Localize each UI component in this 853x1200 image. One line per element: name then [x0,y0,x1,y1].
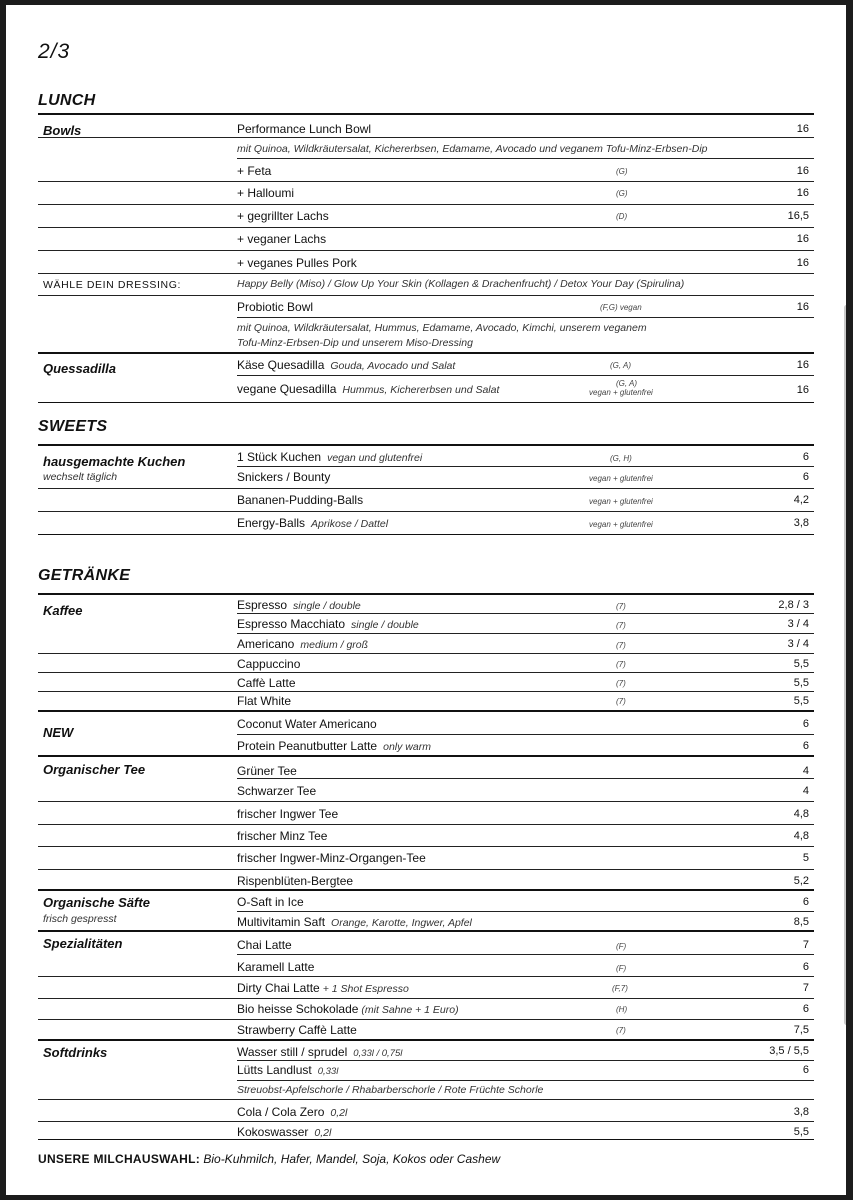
menu-item-row [38,673,814,692]
allergen-label: (F,G) vegan [600,303,642,312]
item-price: 5 [802,852,809,864]
milk-options-label: UNSERE MILCHAUSWAHL: [38,1152,200,1166]
menu-item-row [38,933,814,954]
menu-item-row [38,228,814,251]
item-price: 6 [802,961,809,973]
category-note: frisch gespresst [43,913,117,925]
item-price: 4,8 [793,808,809,820]
item-name: Probiotic Bowl [237,300,314,314]
item-name: frischer Ingwer Tee [237,807,339,821]
item-price: 6 [802,451,809,463]
menu-item-row [38,912,814,932]
item-description-row [38,138,814,158]
menu-item-row [38,1100,814,1122]
item-price: 16 [796,384,809,396]
item-price: 4 [802,765,809,777]
item-price: 16 [796,257,809,269]
item-subtext: 0,2l [330,1107,348,1119]
menu-page [6,5,846,1195]
item-subtext: vegan und glutenfrei [327,452,423,464]
category-quesadilla: Quessadilla [43,361,116,376]
item-name-text: vegane Quesadilla [237,382,337,396]
item-price: 6 [802,718,809,730]
menu-item-row [38,870,814,891]
item-price: 3 / 4 [787,638,809,650]
item-name: + Feta [237,164,272,178]
item-name: O-Saft in Ice [237,895,304,909]
allergen-label: (D) [616,212,628,221]
item-price: 16 [796,187,809,199]
dressing-row [38,274,814,296]
item-name: Karamell Latte [237,960,315,974]
item-name: frischer Ingwer-Minz-Organgen-Tee [237,851,426,865]
item-price: 5,5 [793,1126,809,1138]
menu-item-row [38,251,814,274]
item-price: 4,2 [793,494,809,506]
item-subtext: Hummus, Kichererbsen und Salat [342,384,500,396]
allergen-label: (G, H) [610,454,632,463]
menu-item-row [38,779,814,802]
item-description-row [38,318,814,354]
allergen-label: vegan + glutenfrei [589,497,653,506]
item-name-text: Lütts Landlust [237,1063,312,1077]
item-name: Snickers / Bounty [237,470,331,484]
allergen-label: (7) [616,1026,626,1035]
menu-item-row [38,892,814,911]
item-price: 6 [802,471,809,483]
category-kaffee: Kaffee [43,603,83,618]
menu-item-row [38,713,814,734]
item-name [237,358,455,372]
menu-item-row [38,489,814,512]
menu-item-row [38,634,814,654]
menu-item-row [38,182,814,205]
menu-item-row [38,467,814,489]
category-new: NEW [43,725,74,740]
item-subtext: 0,33l [317,1066,339,1077]
item-name [237,915,472,929]
item-name: Rispenblüten-Bergtee [237,874,354,888]
item-name: Strawberry Caffè Latte [237,1023,357,1037]
category-bowls: Bowls [43,123,82,138]
menu-item-row [38,354,814,376]
allergen-label: (7) [616,697,626,706]
item-price: 16 [796,359,809,371]
item-description-line: Tofu-Minz-Erbsen-Dip und unserem Miso-Dressing [237,337,473,349]
item-name: Performance Lunch Bowl [237,122,372,136]
lunch-title: LUNCH [38,92,96,109]
allergen-label: (7) [616,602,626,611]
menu-item-row [38,205,814,228]
item-name: + Halloumi [237,186,295,200]
allergen-label: (7) [616,641,626,650]
item-name-text: Espresso Macchiato [237,617,346,631]
menu-item-row [38,999,814,1020]
item-subtext: 0,33l / 0,75l [353,1048,403,1059]
item-price: 5,5 [793,677,809,689]
item-price: 4 [802,785,809,797]
menu-item-row [38,847,814,870]
menu-item-row [38,1042,814,1060]
menu-item-row [38,296,814,318]
item-price: 6 [802,1064,809,1076]
item-name [237,617,419,631]
item-name [237,739,431,753]
item-name-text: Cola / Cola Zero [237,1105,325,1119]
item-price: 16,5 [787,210,809,222]
item-name-text: 1 Stück Kuchen [237,450,322,464]
menu-item-row [38,654,814,673]
item-subtext: Gouda, Avocado und Salat [330,360,456,372]
item-name [237,981,409,995]
menu-item-row [38,1061,814,1080]
allergen-label: (7) [616,679,626,688]
item-name: Chai Latte [237,938,292,952]
item-subtext: (mit Sahne + 1 Euro) [361,1004,459,1016]
item-name: + veganes Pulles Pork [237,256,357,270]
item-price: 6 [802,896,809,908]
item-price: 3,8 [793,517,809,529]
menu-item-row [38,446,814,466]
item-name-text: Dirty Chai Latte [237,981,320,995]
item-name-text: Espresso [237,598,288,612]
item-name [237,382,499,396]
category-tee: Organischer Tee [43,762,146,777]
menu-item-row [38,758,814,778]
item-description-line: mit Quinoa, Wildkräutersalat, Hummus, Edamame, Avocado, Kimchi, unserem veganem [237,322,647,334]
item-name: Cappuccino [237,657,301,671]
menu-item-row [38,159,814,182]
menu-item-row [38,376,814,403]
item-subtext: single / double [293,600,361,612]
item-price: 3,8 [793,1106,809,1118]
item-price: 16 [796,233,809,245]
item-name [237,1002,459,1016]
item-name [237,598,361,612]
dressing-options: Happy Belly (Miso) / Glow Up Your Skin (Kollagen & Drachenfrucht) / Detox Your Day (Spirulina) [237,278,685,290]
category-saefte: Organische Säfte [43,895,150,910]
item-price: 2,8 / 3 [778,599,809,611]
menu-item-row [38,735,814,757]
item-name: frischer Minz Tee [237,829,328,843]
allergen-label: (G, A) [616,379,638,388]
item-price: 16 [796,301,809,313]
allergen-label: (G) [616,167,628,176]
allergen-label: (F,7) [612,984,628,993]
menu-item-row [38,692,814,712]
allergen-label: (G) [616,189,628,198]
scrollbar[interactable] [844,305,846,1025]
item-name-text: Multivitamin Saft [237,915,326,929]
item-name: + gegrillter Lachs [237,209,329,223]
item-name [237,516,388,530]
item-subtext: Orange, Karotte, Ingwer, Apfel [331,917,472,929]
item-price: 3,5 / 5,5 [769,1045,809,1057]
item-subtext: medium / groß [300,639,369,651]
allergen-label: (7) [616,660,626,669]
item-name-text: Americano [237,637,295,651]
item-name-text: Kokoswasser [237,1125,309,1139]
item-subtext: Aprikose / Dattel [311,518,389,530]
item-name: + veganer Lachs [237,232,327,246]
item-price: 7 [802,982,809,994]
drinks-section [38,593,814,1139]
item-name [237,1063,338,1077]
menu-item-row [38,1020,814,1041]
menu-item-row [38,512,814,535]
item-name: Coconut Water Americano [237,717,377,731]
category-spezialitaeten: Spezialitäten [43,936,123,951]
menu-item-row [38,955,814,977]
item-description-row [38,1081,814,1100]
item-price: 4,8 [793,830,809,842]
sweets-section [38,444,814,536]
category-softdrinks: Softdrinks [43,1045,108,1060]
item-name-text: Bio heisse Schokolade [237,1002,359,1016]
item-name: Caffè Latte [237,676,296,690]
menu-item-row [38,115,814,138]
item-subtext: + 1 Shot Espresso [322,983,409,995]
item-price: 6 [802,1003,809,1015]
item-price: 3 / 4 [787,618,809,630]
item-name [237,450,422,464]
item-name: Bananen-Pudding-Balls [237,493,364,507]
item-price: 5,2 [793,875,809,887]
item-name-text: Käse Quesadilla [237,358,325,372]
menu-item-row [38,595,814,613]
item-name-text: Protein Peanutbutter Latte [237,739,378,753]
item-name: Schwarzer Tee [237,784,317,798]
allergen-label: (F) [616,942,627,951]
dressing-label: WÄHLE DEIN DRESSING: [43,279,182,291]
allergen-label: vegan + glutenfrei [589,388,653,397]
item-name [237,1105,347,1119]
item-subtext: 0,2l [314,1127,332,1139]
item-price: 6 [802,740,809,752]
milk-options [38,1152,500,1166]
category-kuchen: hausgemachte Kuchen [43,454,186,469]
menu-item-row [38,802,814,825]
item-name [237,637,368,651]
item-name: Flat White [237,694,292,708]
allergen-label: (H) [616,1005,628,1014]
page-number: 2/3 [38,40,71,63]
drinks-title: GETRÄNKE [38,567,131,584]
item-name-text: Energy-Balls [237,516,306,530]
allergen-label: vegan + glutenfrei [589,474,653,483]
item-description: Streuobst-Apfelschorle / Rhabarberschorle / Rote Früchte Schorle [237,1084,544,1096]
allergen-label: (F) [616,964,627,973]
item-name [237,1045,402,1059]
item-price: 5,5 [793,658,809,670]
allergen-label: (7) [616,621,626,630]
allergen-label: (G, A) [610,361,632,370]
category-note: wechselt täglich [43,471,118,483]
item-price: 7,5 [793,1024,809,1036]
item-price: 16 [796,123,809,135]
sweets-title: SWEETS [38,418,108,435]
item-name [237,1125,331,1139]
item-price: 16 [796,165,809,177]
item-price: 7 [802,939,809,951]
menu-item-row [38,977,814,999]
item-name: Grüner Tee [237,764,297,778]
menu-item-row [38,825,814,847]
item-price: 8,5 [793,916,809,928]
lunch-section [38,113,814,403]
allergen-label: vegan + glutenfrei [589,520,653,529]
menu-item-row [38,1122,814,1140]
item-price: 5,5 [793,695,809,707]
item-subtext: single / double [351,619,419,631]
item-subtext: only warm [383,741,431,753]
milk-options-value: Bio-Kuhmilch, Hafer, Mandel, Soja, Kokos oder Cashew [203,1152,501,1166]
item-name-text: Wasser still / sprudel [237,1045,348,1059]
menu-item-row [38,614,814,633]
item-description: mit Quinoa, Wildkräutersalat, Kichererbsen, Edamame, Avocado und veganem Tofu-Minz-Erbsen-Dip [237,143,708,155]
